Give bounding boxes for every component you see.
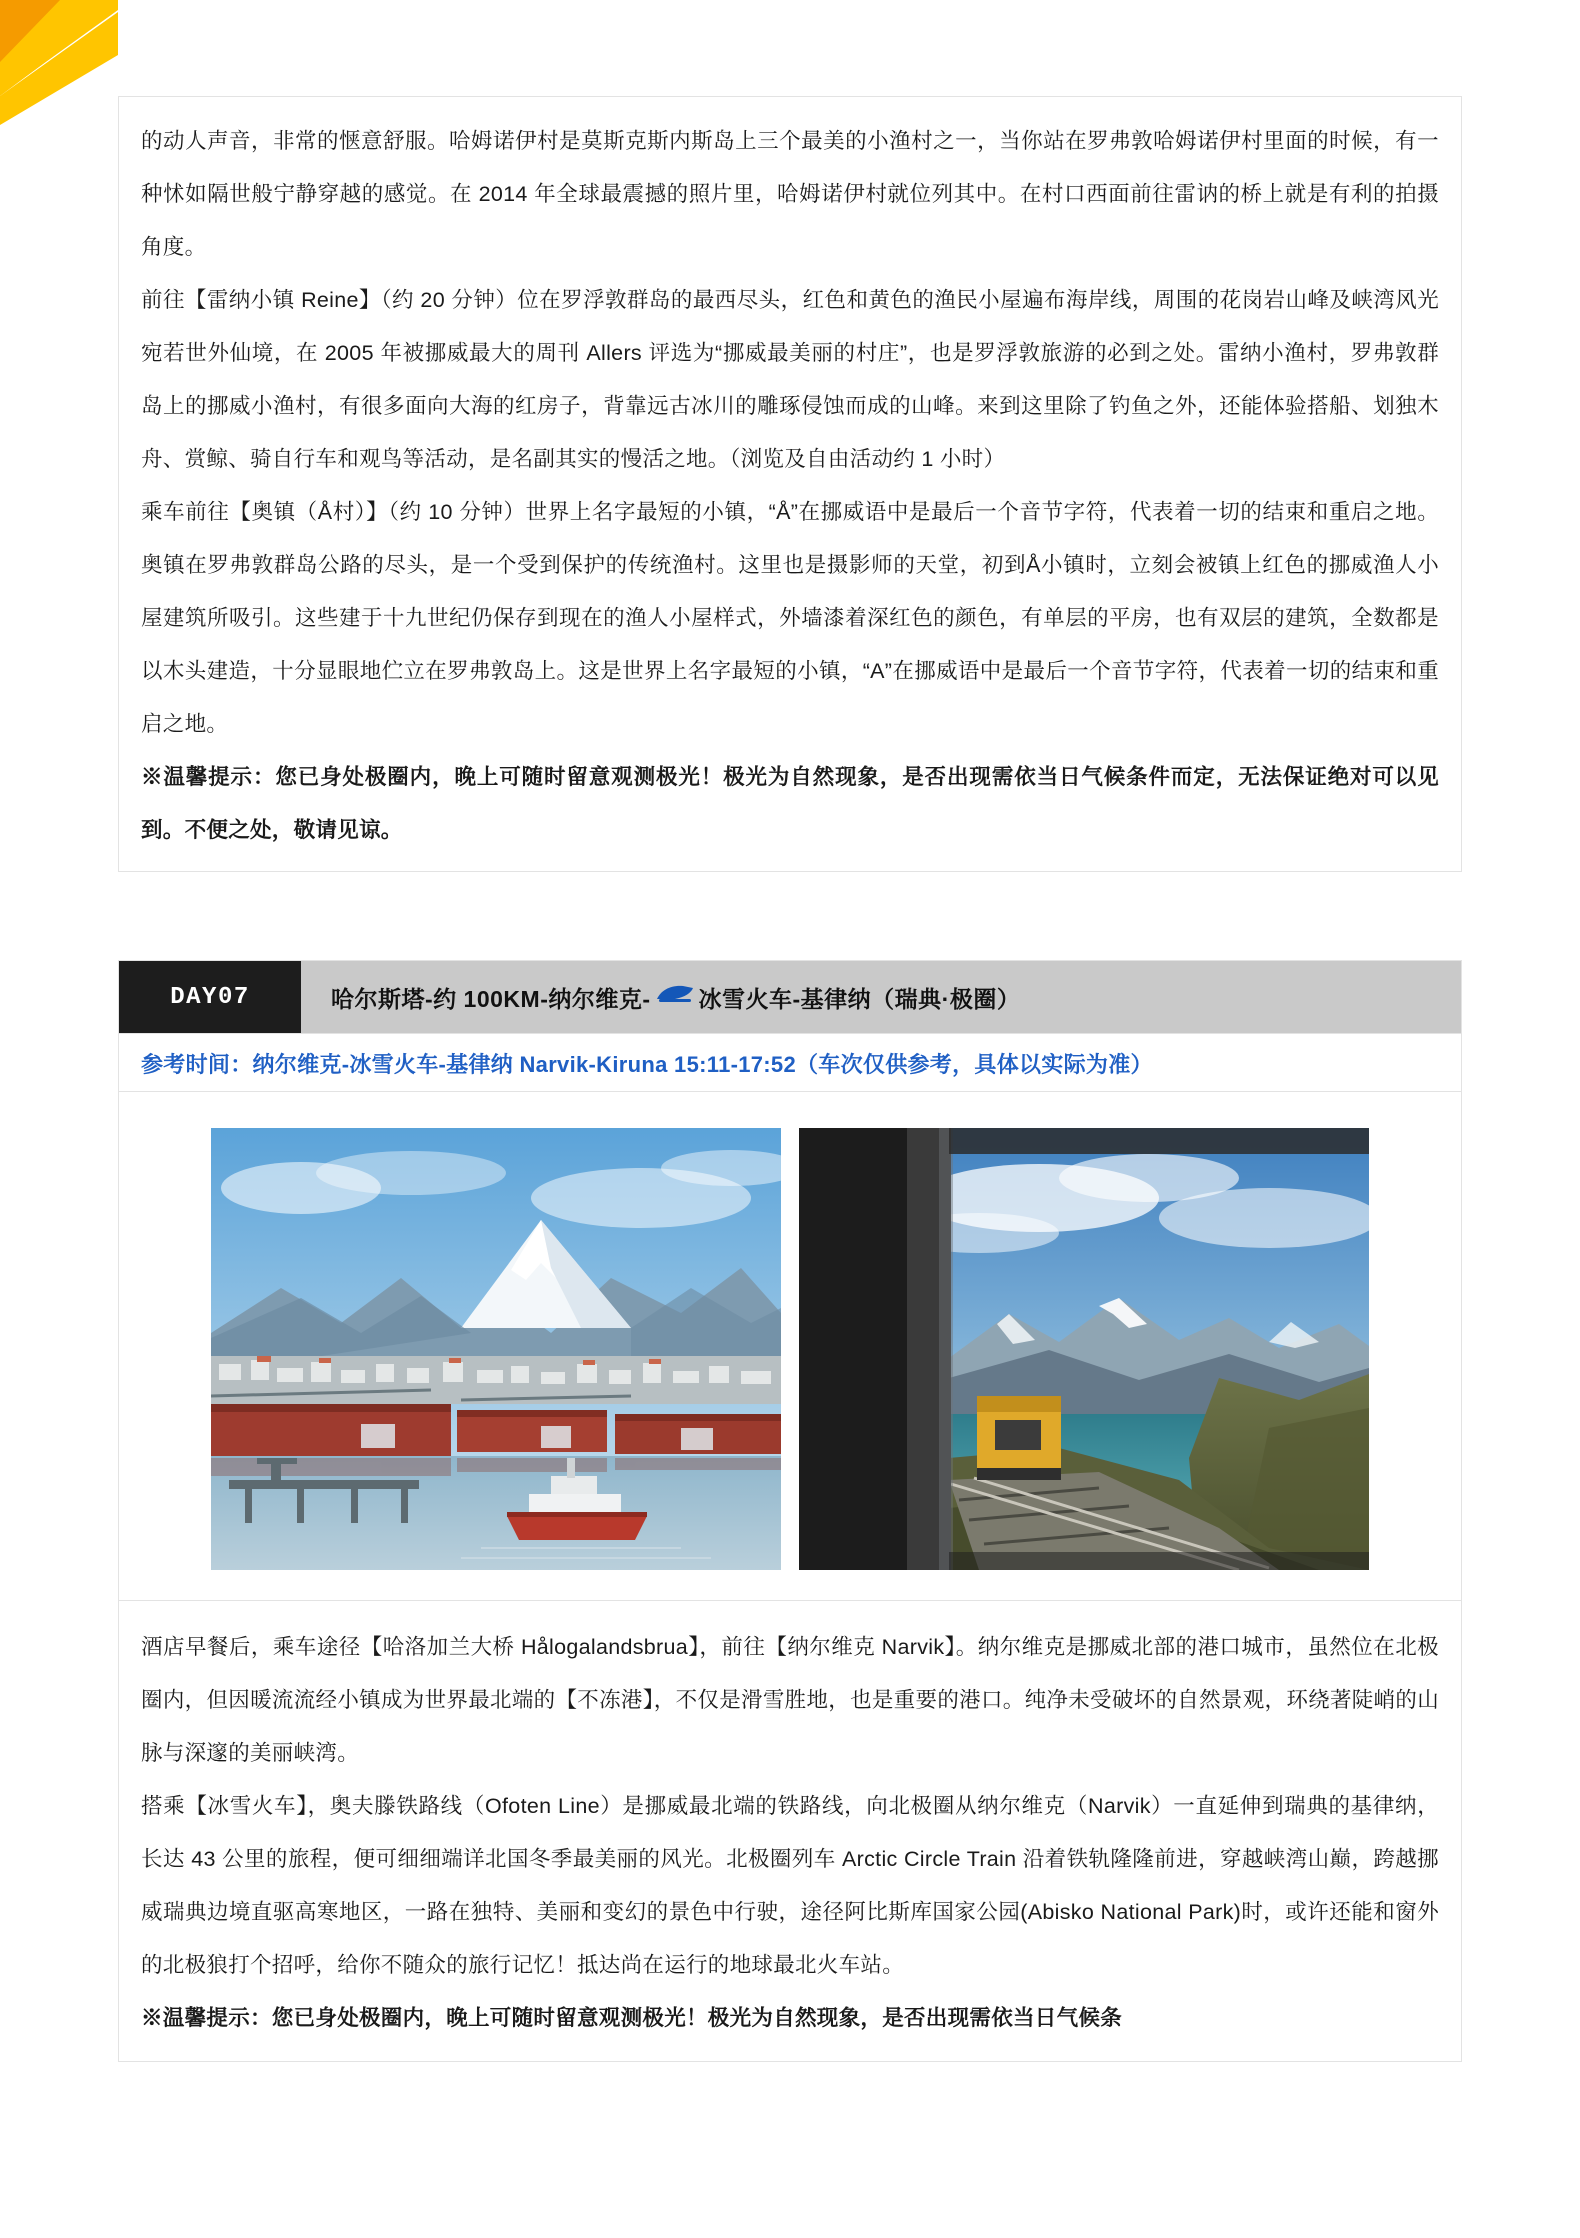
itinerary-text-block-day06 <box>118 96 1462 872</box>
photo-row <box>119 1092 1461 1600</box>
day-tag: DAY07 <box>119 961 301 1033</box>
day-header <box>119 961 1461 1033</box>
aurora-notice: ※温馨提示：您已身处极圈内，晚上可随时留意观测极光！极光为自然现象，是否出现需依当日气候条 <box>141 2006 1123 2030</box>
reference-time-row: 参考时间：纳尔维克-冰雪火车-基律纳 Narvik-Kiruna 15:11-17:52（车次仅供参考，具体以实际为准） <box>119 1033 1461 1092</box>
paragraph: 乘车前往【奥镇（Å村）】（约 10 分钟）世界上名字最短的小镇，“Å”在挪威语中是最后一个音节字符，代表着一切的结束和重启之地。奥镇在罗弗敦群岛公路的尽头，是一个受到保护的传统渔村。这里也是摄影师的天堂，初到Å小镇时，立刻会被镇上红色的挪威渔人小屋建筑所吸引。这些建于十九世纪仍保存到现在的渔人小屋样式，外墙漆着深红色的颜色，有单层的平房，也有双层的建筑，全数都是以木头建造，十分显眼地伫立在罗弗敦岛上。这是世界上名字最短的小镇，“A”在挪威语中是最后一个音节字符，代表着一切的结束和重启之地。 <box>141 500 1439 736</box>
day-section-day07 <box>118 960 1462 2062</box>
paragraph: 前往【雷纳小镇 Reine】（约 20 分钟）位在罗浮敦群岛的最西尽头，红色和黄色的渔民小屋遍布海岸线，周围的花岗岩山峰及峡湾风光宛若世外仙境，在 2005 年被挪威最大的周刊 Allers 评选为“挪威最美丽的村庄”，也是罗浮敦旅游的必到之处。雷纳小渔村，罗弗敦群岛上的挪威小渔村，有很多面向大海的红房子，背靠远古冰川的雕琢侵蚀而成的山峰。来到这里除了钓鱼之外，还能体验搭船、划独木舟、赏鲸、骑自行车和观鸟等活动，是名副其实的慢活之地。（浏览及自由活动约 1 小时） <box>141 288 1439 471</box>
day07-body-text <box>119 1600 1461 2061</box>
day-title-after: 冰雪火车-基律纳（瑞典·极圈） <box>698 985 1021 1012</box>
train-icon <box>655 983 695 1011</box>
day-title <box>301 961 1461 1033</box>
day-title-before: 哈尔斯塔-约 100KM-纳尔维克- <box>331 985 651 1012</box>
narvik-harbour-photo <box>211 1128 781 1570</box>
paragraph: 酒店早餐后，乘车途径【哈洛加兰大桥 Hålogalandsbrua】，前往【纳尔维克 Narvik】。纳尔维克是挪威北部的港口城市，虽然位在北极圈内，但因暖流流经小镇成为世界最北端的【不冻港】，不仅是滑雪胜地，也是重要的港口。纯净未受破坏的自然景观，环绕著陡峭的山脉与深邃的美丽峡湾。 <box>141 1635 1439 1765</box>
arctic-circle-train-photo <box>799 1128 1369 1570</box>
paragraph: 搭乘【冰雪火车】，奥夫滕铁路线（Ofoten Line）是挪威最北端的铁路线，向北极圈从纳尔维克（Narvik）一直延伸到瑞典的基律纳，长达 43 公里的旅程，便可细细端详北国冬季最美丽的风光。北极圈列车 Arctic Circle Train 沿着铁轨隆隆前进，穿越峡湾山巅，跨越挪威瑞典边境直驱高寒地区，一路在独特、美丽和变幻的景色中行驶，途径阿比斯库国家公园(Abisko National Park)时，或许还能和窗外的北极狼打个招呼，给你不随众的旅行记忆！抵达尚在运行的地球最北火车站。 <box>141 1794 1439 1977</box>
paragraph: 的动人声音，非常的惬意舒服。哈姆诺伊村是莫斯克斯内斯岛上三个最美的小渔村之一，当你站在罗弗敦哈姆诺伊村里面的时候，有一种怵如隔世般宁静穿越的感觉。在 2014 年全球最震撼的照片里，哈姆诺伊村就位列其中。在村口西面前往雷讷的桥上就是有利的拍摄角度。 <box>141 129 1439 259</box>
aurora-notice: ※温馨提示：您已身处极圈内，晚上可随时留意观测极光！极光为自然现象，是否出现需依当日气候条件而定，无法保证绝对可以见到。不便之处，敬请见谅。 <box>141 765 1439 842</box>
